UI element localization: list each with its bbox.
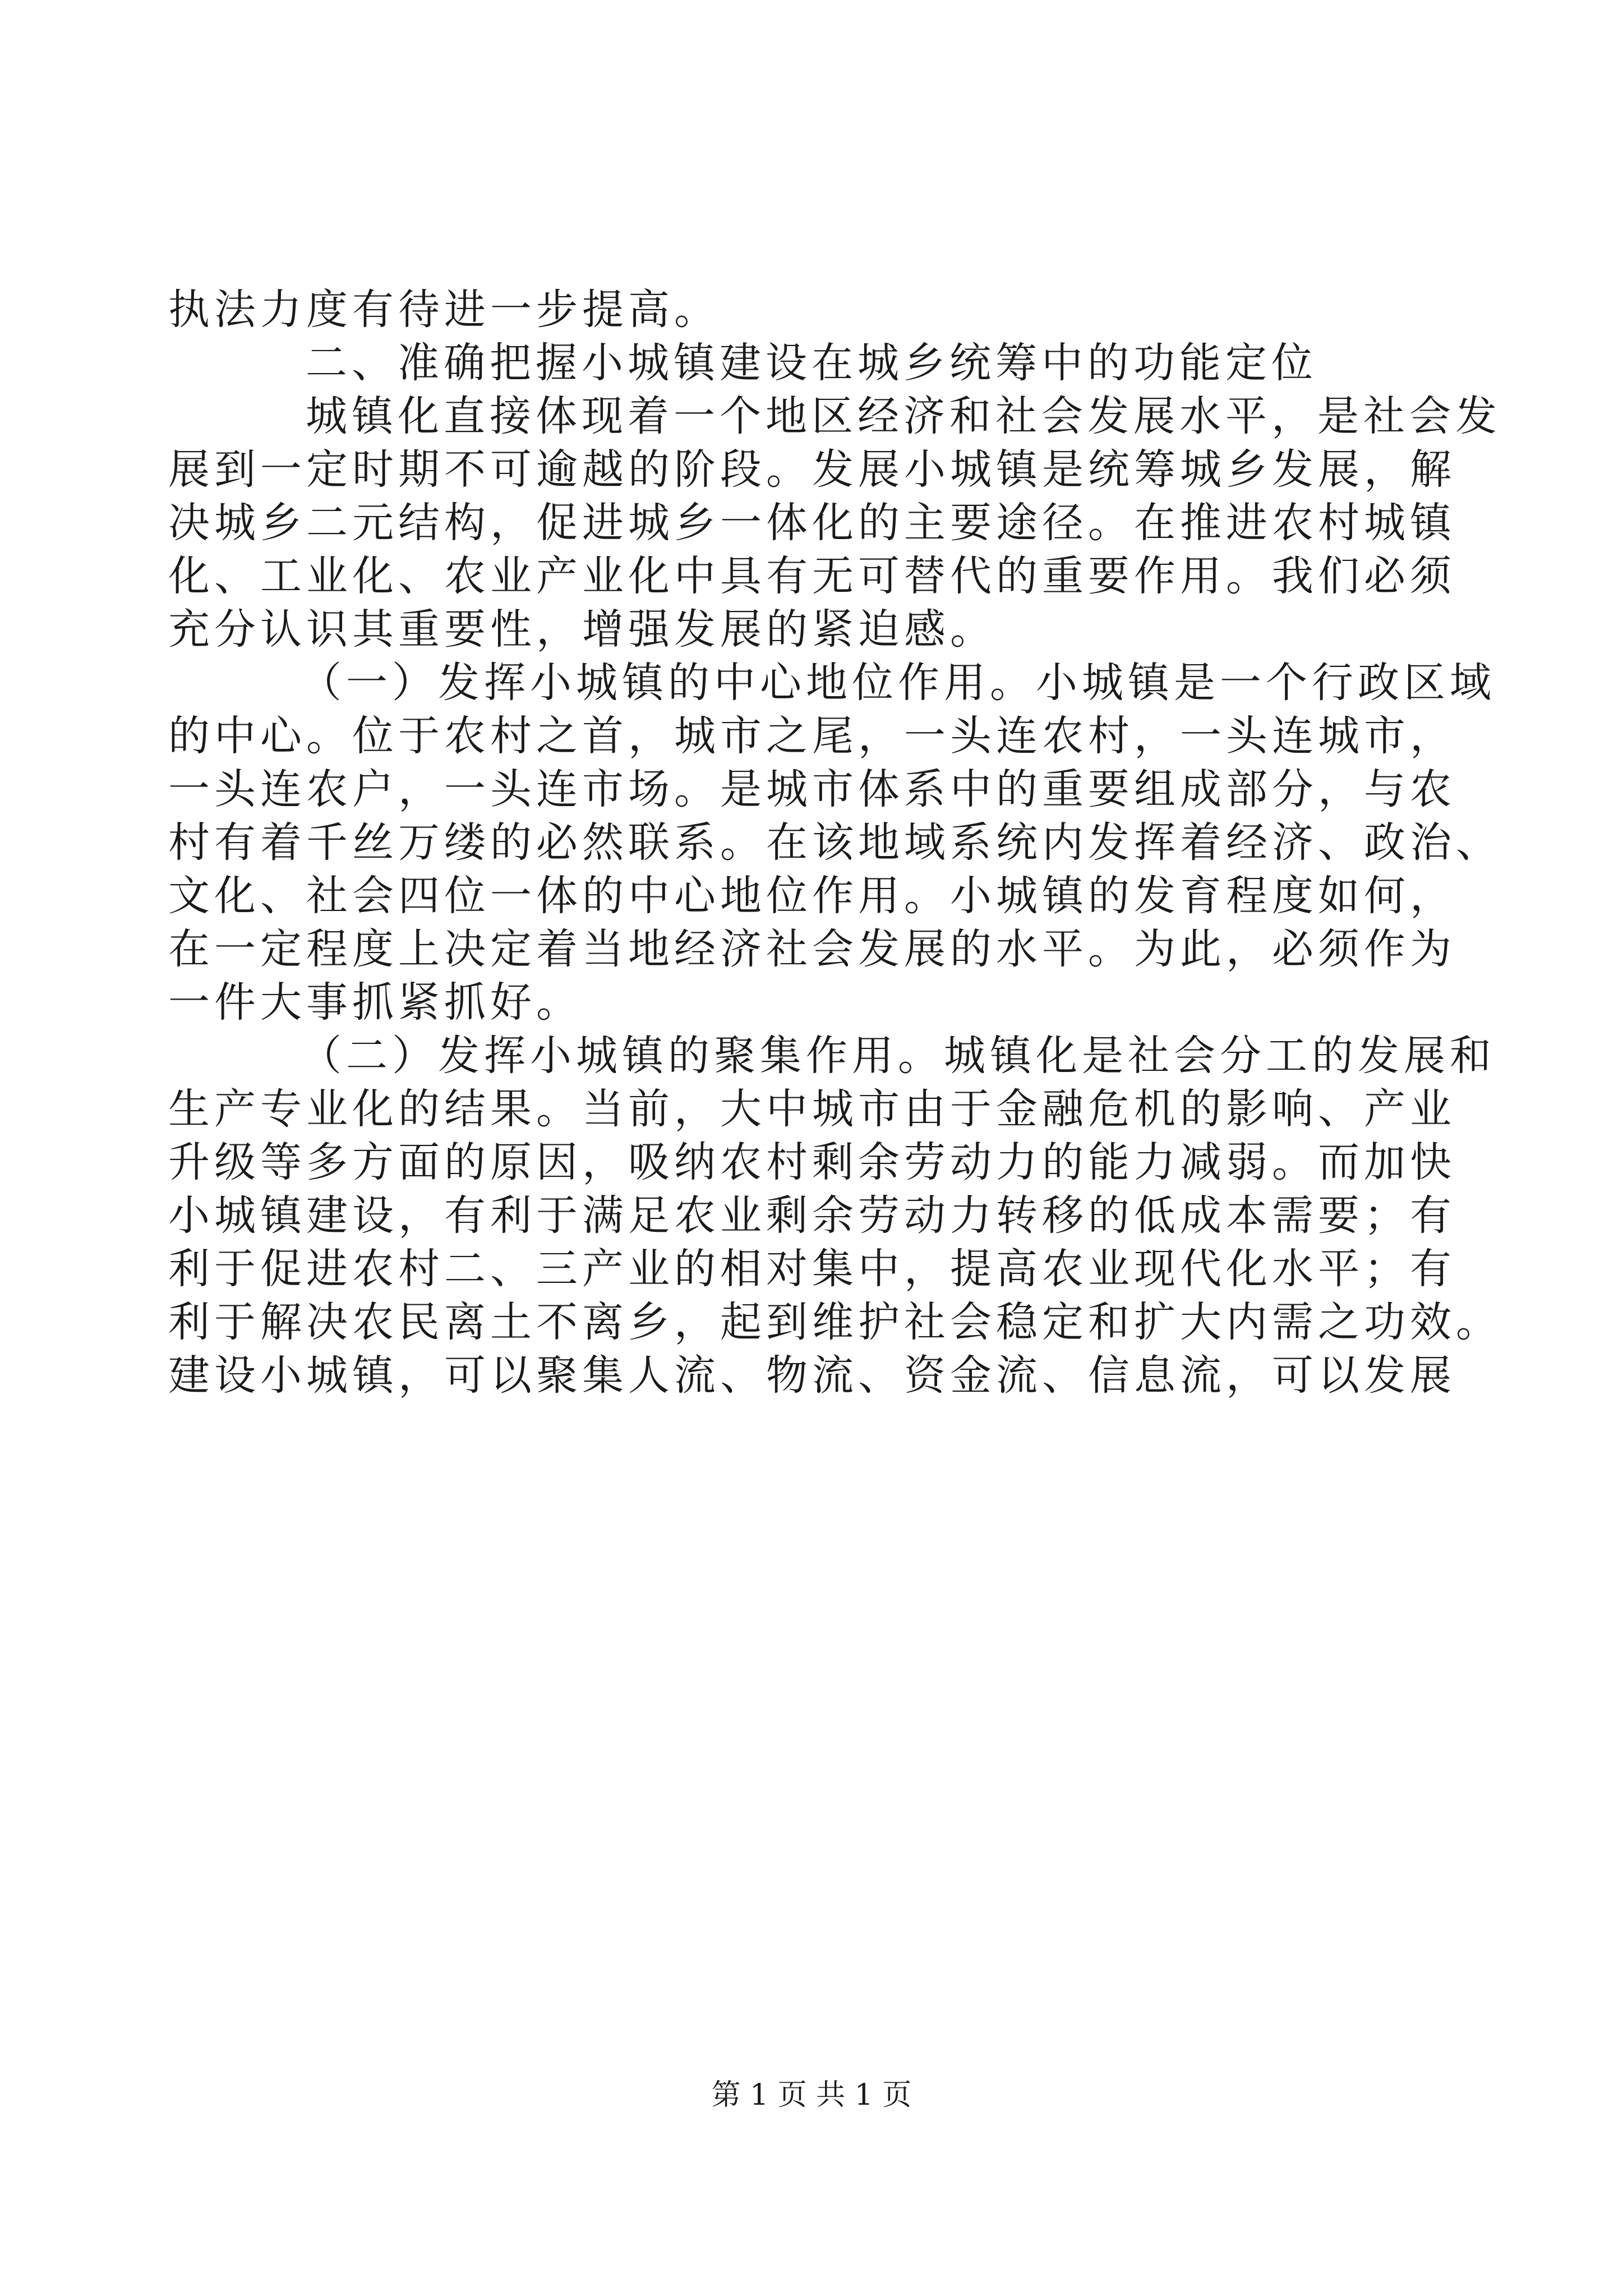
- page-footer: [0, 2078, 1623, 2112]
- text-line: 在一定程度上决定着当地经济社会发展的水平。为此，必须作为: [168, 925, 1456, 973]
- text-line: 升级等多方面的原因，吸纳农村剩余劳动力的能力减弱。而加快: [168, 1138, 1456, 1186]
- subsection-line: （二）发挥小城镇的聚集作用。城镇化是社会分工的发展和: [300, 1032, 1496, 1080]
- text-line: 利于促进农村二、三产业的相对集中，提高农业现代化水平；有: [168, 1245, 1456, 1293]
- text-line: 决城乡二元结构，促进城乡一体化的主要途径。在推进农村城镇: [168, 499, 1456, 547]
- section-heading: 二、准确把握小城镇建设在城乡统筹中的功能定位: [306, 339, 1317, 387]
- text-line: 充分认识其重要性，增强发展的紧迫感。: [168, 605, 996, 654]
- text-line: 生产专业化的结果。当前，大中城市由于金融危机的影响、产业: [168, 1085, 1456, 1133]
- text-line: 利于解决农民离土不离乡，起到维护社会稳定和扩大内需之功效。: [168, 1298, 1502, 1346]
- text-line: 一件大事抓紧抓好。: [168, 978, 582, 1027]
- text-line: 村有着千丝万缕的必然联系。在该地域系统内发挥着经济、政治、: [168, 818, 1502, 867]
- document-body: [168, 283, 1502, 1402]
- text-line: 执法力度有待进一步提高。: [168, 286, 720, 334]
- text-line: 文化、社会四位一体的中心地位作用。小城镇的发育程度如何，: [168, 872, 1456, 920]
- text-line: 化、工业化、农业产业化中具有无可替代的重要作用。我们必须: [168, 552, 1456, 600]
- text-line: 小城镇建设，有利于满足农业剩余劳动力转移的低成本需要；有: [168, 1191, 1456, 1240]
- text-line: 一头连农户，一头连市场。是城市体系中的重要组成部分，与农: [168, 765, 1456, 813]
- text-line: 城镇化直接体现着一个地区经济和社会发展水平，是社会发: [306, 392, 1501, 440]
- text-line: 的中心。位于农村之首，城市之尾，一头连农村，一头连城市，: [168, 712, 1456, 760]
- text-line: 展到一定时期不可逾越的阶段。发展小城镇是统筹城乡发展，解: [168, 445, 1456, 494]
- subsection-line: （一）发挥小城镇的中心地位作用。小城镇是一个行政区域: [300, 659, 1496, 707]
- page-number-label: 第 1 页 共 1 页: [711, 2078, 912, 2112]
- text-line: 建设小城镇，可以聚集人流、物流、资金流、信息流，可以发展: [168, 1351, 1456, 1400]
